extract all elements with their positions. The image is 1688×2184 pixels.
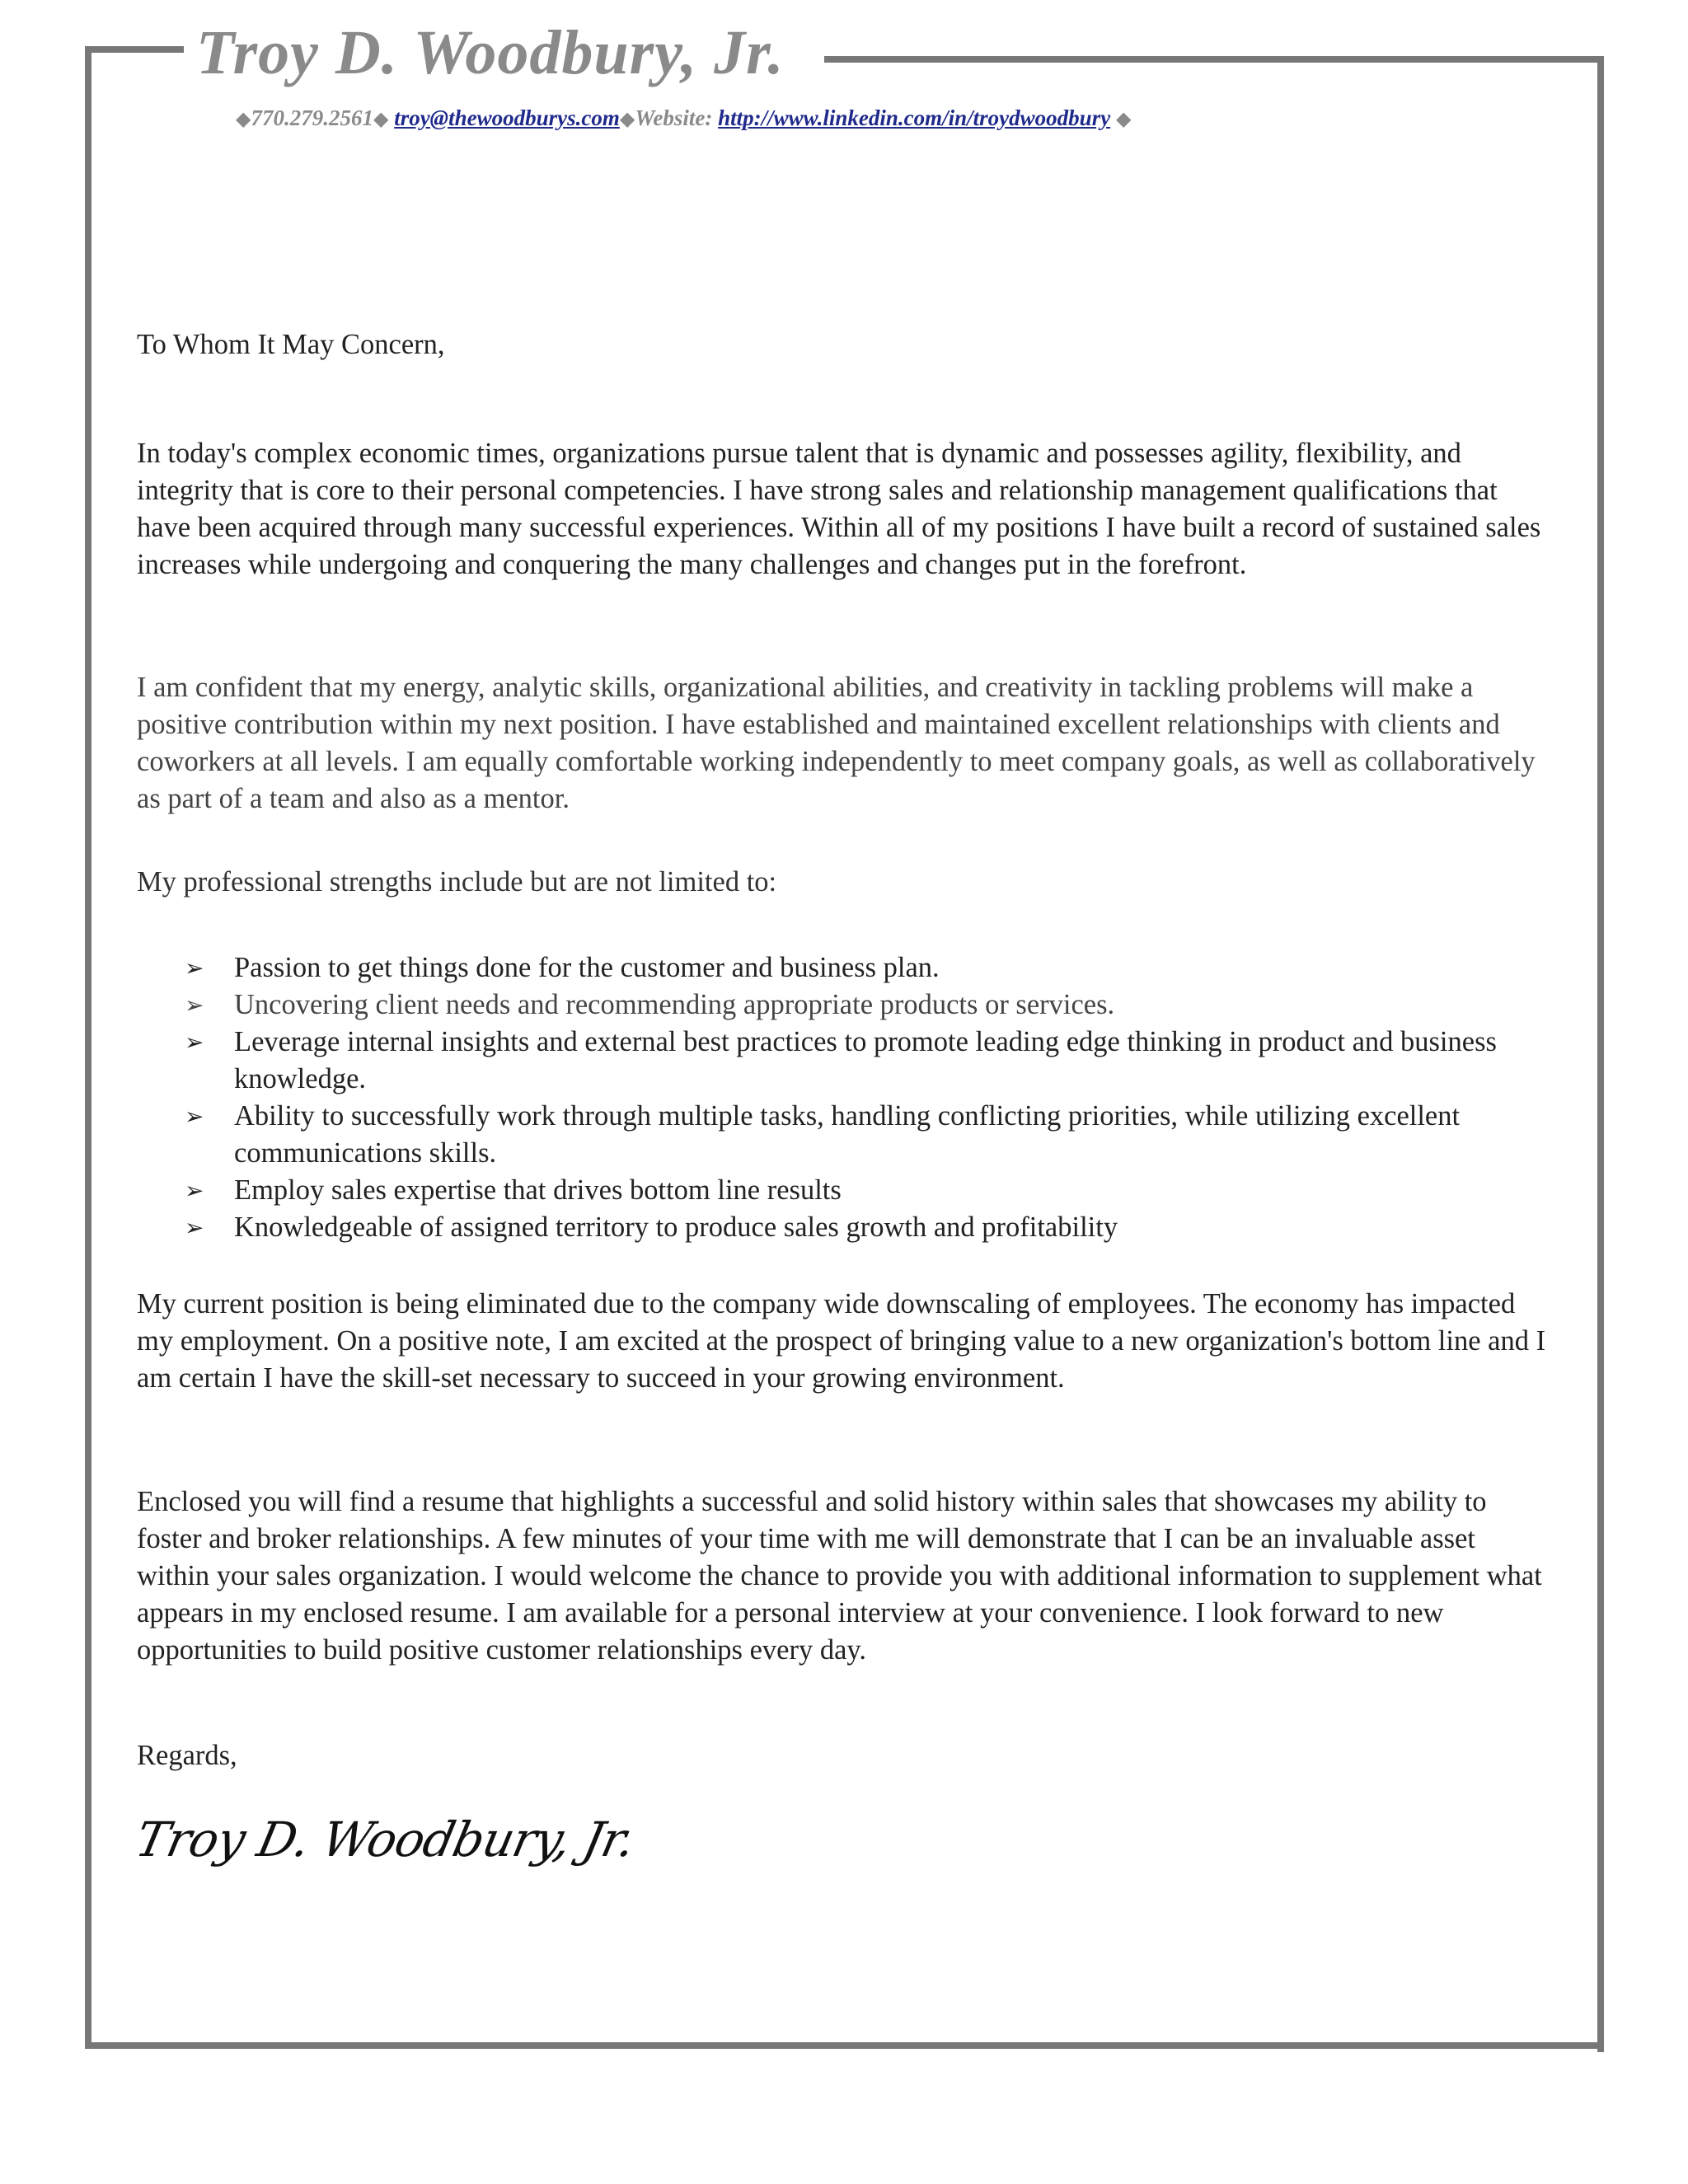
contact-line <box>236 105 1131 131</box>
diamond-separator-icon: ◆ <box>619 109 635 130</box>
email-link[interactable]: troy@thewoodburys.com <box>394 105 620 130</box>
border-bottom <box>85 2042 1604 2049</box>
list-item: ➢ Employ sales expertise that drives bottom line results <box>137 1172 1546 1209</box>
phone-number: 770.279.2561 <box>251 105 373 130</box>
arrow-bullet-icon: ➢ <box>185 1214 204 1241</box>
list-item: ➢ Knowledgeable of assigned territory to produce sales growth and profitability <box>137 1209 1546 1246</box>
closing: Regards, <box>137 1740 237 1771</box>
arrow-bullet-icon: ➢ <box>185 954 204 982</box>
border-left <box>85 46 91 2049</box>
strengths-intro: My professional strengths include but are not limited to: <box>137 866 777 898</box>
greeting: To Whom It May Concern, <box>137 329 445 360</box>
website-link[interactable]: http://www.linkedin.com/in/troydwoodbury <box>718 105 1111 130</box>
border-top-right <box>824 56 1604 63</box>
border-right <box>1597 56 1604 2052</box>
arrow-bullet-icon: ➢ <box>185 1103 204 1130</box>
arrow-bullet-icon: ➢ <box>185 1029 204 1056</box>
paragraph-position: My current position is being eliminated due to the company wide downscaling of employees. The economy has impacted my employment. On a positive note, I am excited at the prospect of bringing value to a new organization's bottom line and I am certain I have the skill-set necessary to succeed in your growing environment. <box>137 1288 1546 1394</box>
list-item: ➢ Uncovering client needs and recommending appropriate products or services. <box>137 987 1546 1024</box>
diamond-separator-icon: ◆ <box>1115 109 1132 130</box>
list-item: ➢ Ability to successfully work through multiple tasks, handling conflicting priorities, while utilizing excellent communications skills. <box>137 1098 1546 1172</box>
paragraph-enclosed: Enclosed you will find a resume that highlights a successful and solid history within sales that showcases my ability to foster and broker relationships. A few minutes of your time with me will demonstrate that I can be an invaluable asset within your sales organization. I would welcome the chance to provide you with additional information to supplement what appears in my enclosed resume. I am available for a personal interview at your convenience. I look forward to new opportunities to build positive customer relationships every day. <box>137 1486 1542 1666</box>
diamond-separator-icon: ◆ <box>373 109 389 130</box>
website-label: Website: <box>635 105 713 130</box>
list-item: ➢ Passion to get things done for the customer and business plan. <box>137 949 1546 987</box>
list-item: ➢ Leverage internal insights and external best practices to promote leading edge thinking in product and business knowledge. <box>137 1024 1546 1098</box>
diamond-separator-icon: ◆ <box>236 109 251 130</box>
letterhead-name: Troy D. Woodbury, Jr. <box>196 18 785 87</box>
signature: Troy D. Woodbury, Jr. <box>130 1811 640 1868</box>
paragraph-confidence: I am confident that my energy, analytic skills, organizational abilities, and creativity in tackling problems will make a positive contribution within my next position. I have established and maintained excellent relationships with clients and coworkers at all levels. I am equally comfortable working independently to meet company goals, as well as collaboratively as part of a team and also as a mentor. <box>137 672 1536 814</box>
paragraph-intro: In today's complex economic times, organizations pursue talent that is dynamic and possesses agility, flexibility, and integrity that is core to their personal competencies. I have strong sales and relationship management qualifications that have been acquired through many successful experiences. Within all of my positions I have built a record of sustained sales increases while undergoing and conquering the many challenges and changes put in the forefront. <box>137 438 1541 580</box>
arrow-bullet-icon: ➢ <box>185 991 204 1019</box>
strengths-list <box>137 949 1546 1246</box>
border-top-left <box>85 46 184 53</box>
arrow-bullet-icon: ➢ <box>185 1177 204 1204</box>
